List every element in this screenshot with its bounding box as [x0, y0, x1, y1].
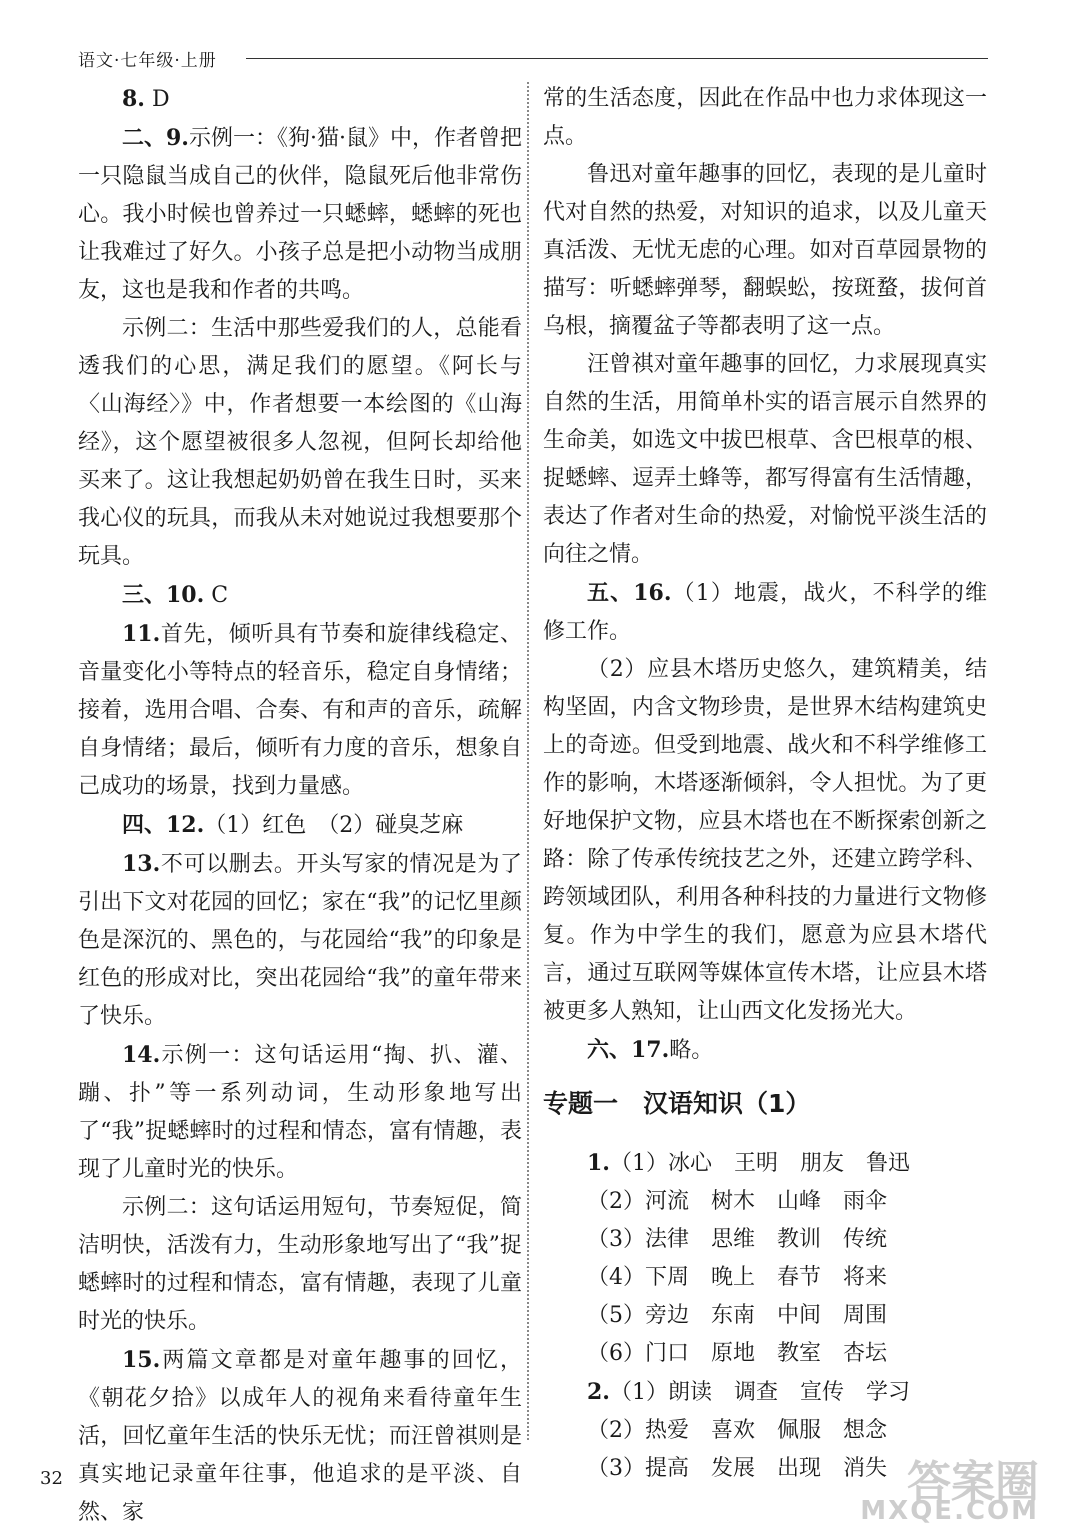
question-1-line-1 — [543, 1144, 987, 1183]
question-2-line-1 — [543, 1373, 987, 1412]
answer-14-example-2: 示例二：这句话运用短句，节奏短促，简洁明快，活泼有力，生动形象地写出了“我”捉蟋蟀时的过程和情态，富有情趣，表现了儿童时光的快乐。 — [78, 1195, 522, 1334]
answer-number: 14. — [122, 1042, 161, 1068]
answer-text: 首先，倾听具有节奏和旋律线稳定、音量变化小等特点的轻音乐，稳定自身情绪；接着，选用合唱、合奏、有和声的音乐，疏解自身情绪；最后，倾听有力度的音乐，想象自己成功的场景，找到力量感。 — [78, 622, 522, 799]
answer-text: 示例一：这句话运用“掏、扒、灌、蹦、扑”等一系列动词，生动形象地写出了“我”捉蟋蟀时的过程和情态，富有情趣，表现了儿童时光的快乐。 — [78, 1043, 522, 1182]
answer-15-luxun: 鲁迅对童年趣事的回忆，表现的是儿童时代对自然的热爱，对知识的追求，以及儿童天真活泼、无忧无虑的心理。如对百草园景物的描写：听蟋蟀弹琴，翻蜈蚣，按斑蝥，拔何首乌根，摘覆盆子等都表明了这一点。 — [543, 162, 987, 339]
answer-13 — [78, 845, 522, 1036]
answer-10 — [78, 576, 522, 615]
answer-8 — [78, 80, 522, 119]
answer-15 — [78, 1341, 522, 1532]
column-divider — [527, 82, 529, 1440]
word-group: （1）朗读 调查 宣传 学习 — [609, 1380, 910, 1405]
answer-number: 二、9. — [122, 125, 189, 151]
watermark — [859, 1446, 1039, 1530]
answer-text: 略。 — [669, 1038, 714, 1063]
answer-text: D — [144, 87, 170, 112]
section-title: 专题一 汉语知识（1） — [543, 1089, 811, 1118]
answer-17 — [543, 1031, 987, 1070]
answer-16 — [543, 574, 987, 651]
answer-15-continued: 常的生活态度，因此在作品中也力求体现这一点。 — [543, 86, 987, 149]
answer-16-part-2: （2）应县木塔历史悠久，建筑精美，结构坚固，内含文物珍贵，是世界木结构建筑史上的奇迹。但受到地震、战火和不科学维修工作的影响，木塔逐渐倾斜，令人担忧。为了更好地保护文物，应县木塔也在不断探索创新之路：除了传承传统技艺之外，还建立跨学科、跨领域团队，利用各种科技的力量进行文物修复。作为中学生的我们，愿意为应县木塔代言，通过互联网等媒体宣传木塔，让应县木塔被更多人熟知，让山西文化发扬光大。 — [543, 657, 987, 1024]
answer-text: 不可以删去。开头写家的情况是为了引出下文对花园的回忆；家在“我”的记忆里颜色是深沉的、黑色的，与花园给“我”的印象是红色的形成对比，突出花园给“我”的童年带来了快乐。 — [78, 852, 522, 1029]
answer-number: 三、10. — [122, 582, 205, 608]
answer-9 — [78, 119, 522, 310]
right-column — [543, 80, 987, 1488]
answer-text: （1）地震，战火，不科学的维修工作。 — [543, 581, 988, 644]
question-1-line-6: （6）门口 原地 教室 杏坛 — [587, 1341, 887, 1366]
left-column — [78, 80, 522, 1532]
question-number: 2. — [587, 1379, 610, 1405]
answer-number: 六、17. — [587, 1037, 670, 1063]
word-group: （1）冰心 王明 朋友 鲁迅 — [609, 1151, 910, 1176]
answer-number: 15. — [122, 1347, 161, 1373]
answer-number: 四、12. — [122, 812, 205, 838]
answer-number: 五、16. — [587, 580, 672, 606]
question-number: 1. — [587, 1150, 610, 1176]
answer-12 — [78, 806, 522, 845]
answer-15-wangzengqi: 汪曾祺对童年趣事的回忆，力求展现真实自然的生活，用简单朴实的语言展示自然界的生命美，如选文中拔巴根草、含巴根草的根、捉蟋蟀、逗弄土蜂等，都写得富有生活情趣，表达了作者对生命的热爱，对愉悦平淡生活的向往之情。 — [543, 352, 987, 567]
answer-number: 8. — [122, 86, 145, 112]
page-header — [78, 44, 988, 72]
question-2-line-3: （3）提高 发展 出现 消失 — [587, 1456, 887, 1481]
watermark-logo: 答案圈 — [907, 1457, 1039, 1508]
answer-14 — [78, 1036, 522, 1189]
answer-11 — [78, 615, 522, 806]
answer-number: 11. — [122, 621, 161, 647]
question-1-line-5: （5）旁边 东南 中间 周围 — [587, 1303, 887, 1328]
question-1-line-3: （3）法律 思维 教训 传统 — [587, 1227, 887, 1252]
answer-text: C — [204, 583, 229, 608]
header-rule — [246, 58, 988, 59]
page-number: 32 — [40, 1468, 63, 1489]
question-2-line-2: （2）热爱 喜欢 佩服 想念 — [587, 1418, 887, 1443]
answer-number: 13. — [122, 851, 161, 877]
question-1-line-2: （2）河流 树木 山峰 雨伞 — [587, 1189, 887, 1214]
answer-text: 示例一：《狗·猫·鼠》中，作者曾把一只隐鼠当成自己的伙伴，隐鼠死后他非常伤心。我小时候也曾养过一只蟋蟀，蟋蟀的死也让我难过了好久。小孩子总是把小动物当成朋友，这也是我和作者的共鸣。 — [78, 126, 522, 303]
book-title: 语文·七年级·上册 — [78, 51, 217, 71]
answer-text: （1）红色 （2）碰臭芝麻 — [204, 813, 464, 838]
question-1-line-4: （4）下周 晚上 春节 将来 — [587, 1265, 887, 1290]
answer-9-example-2: 示例二：生活中那些爱我们的人，总能看透我们的心思，满足我们的愿望。《阿长与〈山海经〉》中，作者想要一本绘图的《山海经》，这个愿望被很多人忽视，但阿长却给他买来了。这让我想起奶奶曾在我生日时，买来我心仪的玩具，而我从未对她说过我想要那个玩具。 — [78, 316, 522, 569]
watermark-url: MXQE.COM — [860, 1496, 1039, 1526]
answer-text: 两篇文章都是对童年趣事的回忆，《朝花夕拾》以成年人的视角来看待童年生活，回忆童年生活的快乐无忧；而汪曾祺则是真实地记录童年往事，他追求的是平淡、自然、家 — [78, 1348, 522, 1525]
